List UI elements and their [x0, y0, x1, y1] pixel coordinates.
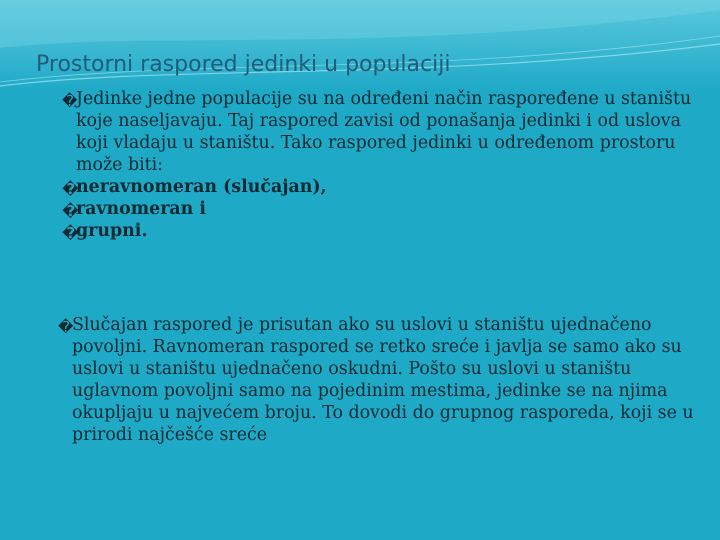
intro-text: Jedinke jedne populacije su na određeni način raspoređene u staništu koje naseljavaju. Taj raspored zavisi od ponašanja jedinki i od uslova koji vladaju u staništu. Tako raspored jedinki u određenom prostoru može biti:: [76, 89, 692, 175]
list-item-text: neravnomeran (slučajan),: [76, 177, 327, 197]
explanation-text: Slučajan raspored je prisutan ako su uslovi u staništu ujednačeno povoljni. Ravnomeran raspored se retko sreće i javlja se samo ako su uslovi u staništu ujednačeno oskudni. Pošto su uslovi u staništu uglavnom povoljni samo na pojedinim mestima, jedinke se na njima okupljaju u najvećem broju. To dovodi do grupnog rasporeda, koji se u prirodi najčešće sreće: [72, 315, 694, 445]
bullet-icon: �: [62, 224, 79, 242]
content-block-intro: [62, 88, 698, 242]
list-item: [62, 176, 698, 198]
header-wave-decoration: [0, 0, 720, 92]
slide-title: Prostorni raspored jedinki u populaciji: [36, 52, 451, 77]
list-item-text: ravnomeran i: [76, 199, 206, 219]
bullet-icon: �: [62, 92, 78, 110]
bullet-icon: �: [62, 180, 79, 198]
list-item: [62, 198, 698, 220]
paragraph-explanation: [58, 314, 698, 446]
bullet-icon: �: [62, 202, 79, 220]
list-item: [62, 220, 698, 242]
list-item-text: grupni.: [76, 221, 148, 241]
content-block-explanation: [58, 314, 698, 446]
bullet-icon: �: [58, 318, 74, 336]
paragraph-intro: [62, 88, 698, 176]
